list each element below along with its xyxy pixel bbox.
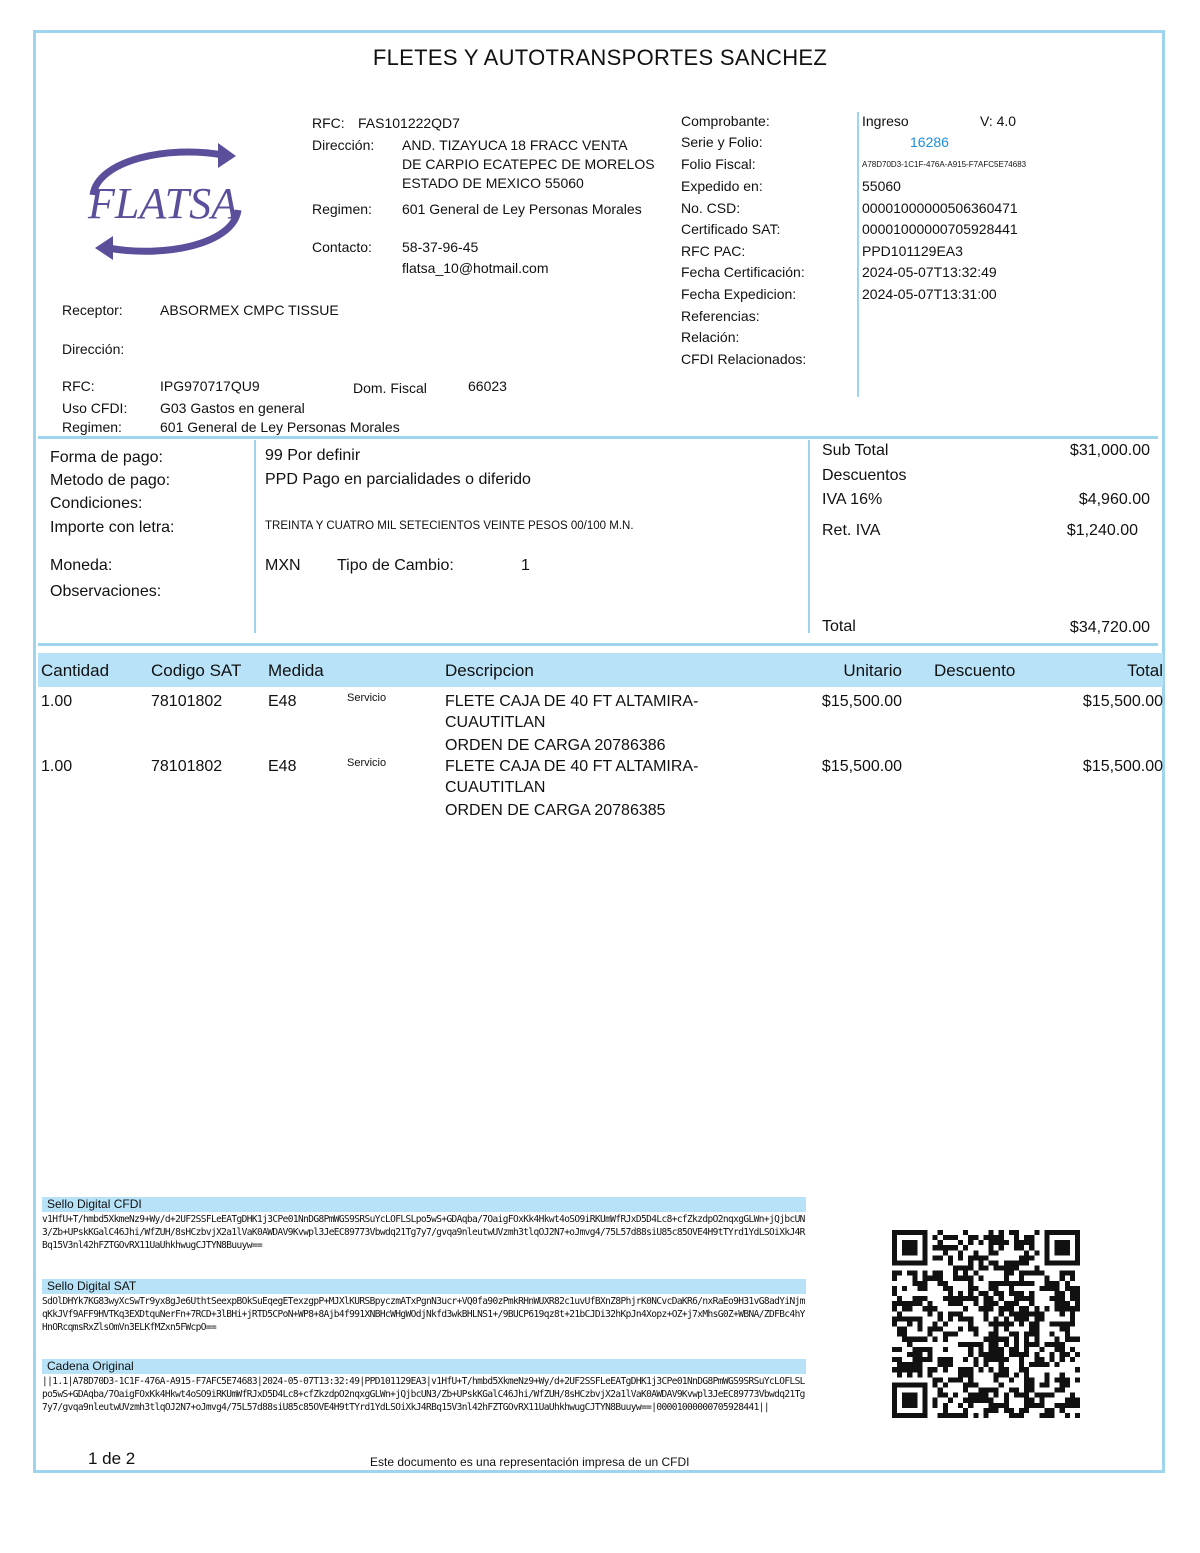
section-divider [38, 436, 1158, 439]
version-value: V: 4.0 [980, 113, 1017, 129]
issuer-address-label: Dirección: [312, 137, 375, 153]
footer-note: Este documento es una representación impresa de un CFDI [370, 1455, 690, 1469]
issuer-address-line: AND. TIZAYUCA 18 FRACC VENTA [402, 137, 628, 153]
moneda-value: MXN [265, 557, 301, 574]
row-unitario: $15,500.00 [821, 758, 902, 775]
section-divider [38, 643, 1158, 646]
receptor-value: ABSORMEX CMPC TISSUE [160, 302, 339, 318]
cert-sat-value: 00001000000705928441 [862, 221, 1018, 237]
observaciones-label: Observaciones: [50, 583, 162, 600]
sello-cfdi-label: Sello Digital CFDI [42, 1197, 806, 1212]
relacion-label: Relación: [681, 329, 740, 345]
moneda-label: Moneda: [50, 557, 113, 574]
row-codigo: 78101802 [151, 758, 223, 775]
dom-fiscal-label: Dom. Fiscal [353, 380, 427, 396]
total-label: Total [822, 618, 856, 635]
issuer-rfc-label: RFC: [312, 115, 345, 131]
expedido-label: Expedido en: [681, 178, 763, 194]
receiver-rfc-label: RFC: [62, 378, 95, 394]
cert-sat-label: Certificado SAT: [681, 221, 781, 237]
csd-label: No. CSD: [681, 200, 741, 216]
issuer-regime: 601 General de Ley Personas Morales [402, 201, 642, 217]
col-codigo-sat: Codigo SAT [151, 661, 242, 680]
importe-letra-value: TREINTA Y CUATRO MIL SETECIENTOS VEINTE PESOS 00/100 M.N. [265, 520, 634, 532]
referencias-label: Referencias: [681, 308, 760, 324]
csd-value: 00001000000506360471 [862, 200, 1018, 216]
row-cantidad: 1.00 [41, 758, 73, 775]
col-descripcion: Descripcion [445, 661, 534, 680]
comprobante-label: Comprobante: [681, 113, 770, 129]
col-unitario: Unitario [843, 661, 902, 680]
issuer-rfc: FAS101222QD7 [358, 115, 460, 131]
metodo-pago-label: Metodo de pago: [50, 472, 171, 489]
voucher-divider [857, 112, 859, 397]
rfc-pac-label: RFC PAC: [681, 243, 746, 259]
forma-pago-value: 99 Por definir [265, 447, 361, 464]
tipo-cambio-label: Tipo de Cambio: [337, 557, 454, 574]
page-number: 1 de 2 [88, 1449, 136, 1468]
row-desc-line: ORDEN DE CARGA 20786385 [445, 802, 666, 819]
cadena-original-label: Cadena Original [42, 1359, 806, 1374]
issuer-phone: 58-37-96-45 [402, 239, 479, 255]
fecha-cert-label: Fecha Certificación: [681, 264, 805, 280]
importe-letra-label: Importe con letra: [50, 519, 175, 536]
row-unidad: Servicio [347, 692, 387, 704]
metodo-pago-value: PPD Pago en parcialidades o diferido [265, 471, 531, 488]
row-medida: E48 [268, 693, 297, 710]
ret-iva-label: Ret. IVA [822, 522, 881, 539]
comprobante-value: Ingreso [862, 113, 909, 129]
logo-text: FLATSA [88, 179, 238, 228]
row-total: $15,500.00 [1082, 693, 1163, 710]
issuer-email: flatsa_10@hotmail.com [402, 260, 549, 276]
tipo-cambio-value: 1 [521, 557, 530, 574]
totals-divider [808, 440, 810, 633]
receiver-rfc: IPG970717QU9 [160, 378, 260, 394]
row-desc-line: CUAUTITLAN [445, 714, 546, 731]
expedido-value: 55060 [862, 178, 901, 194]
row-desc-line: ORDEN DE CARGA 20786386 [445, 737, 666, 754]
dom-fiscal-value: 66023 [468, 378, 507, 394]
row-codigo: 78101802 [151, 693, 223, 710]
qr-code-icon [892, 1230, 1080, 1418]
payment-divider [254, 440, 256, 633]
flatsa-logo [58, 140, 273, 265]
folio-value: 16286 [910, 134, 949, 150]
iva-value: $4,960.00 [1078, 491, 1150, 508]
receptor-label: Receptor: [62, 302, 123, 318]
total-value: $34,720.00 [1069, 619, 1150, 636]
row-desc-line: FLETE CAJA DE 40 FT ALTAMIRA- [445, 693, 699, 710]
row-unitario: $15,500.00 [821, 693, 902, 710]
sello-sat-value: SdOlDHYk7KG83wyXcSwTr9yx8gJe6UthtSeexpBOkSuEqegETexzgpP+MJXlKURSBpyczmATxPgnN3ucr+VQ0fa90zPmkRHnWUXR82c1uvUfBXnZ8PhjrK0NCvcDaKR6/nxRaEo9H31vG8adYiNjmqKkJVf9AFF9HVTKq3EXDtquNerFn+7RCD+3lBHi+jRTD5CPoN+WP8+8Ajb4f991XNBHcWHgWOdjNkfd3wkBHLNS1+/9BUCP619qz8t+21bCJDi32hKpJn4Xopz+OZ+j7xMhsG0Z+WBNA/ZDFBc4hYHnORcqmsRxZlsOmVn3ELKfMZxn5FWcpO== [42, 1296, 805, 1333]
fecha-exp-label: Fecha Expedicion: [681, 286, 797, 302]
issuer-address-line: DE CARPIO ECATEPEC DE MORELOS [402, 156, 655, 172]
issuer-contact-label: Contacto: [312, 239, 372, 255]
uso-cfdi-value: G03 Gastos en general [160, 400, 305, 416]
receiver-regime: 601 General de Ley Personas Morales [160, 419, 400, 435]
subtotal-value: $31,000.00 [1069, 442, 1150, 459]
subtotal-label: Sub Total [822, 442, 889, 459]
row-medida: E48 [268, 758, 297, 775]
issuer-regime-label: Regimen: [312, 201, 372, 217]
row-desc-line: CUAUTITLAN [445, 779, 546, 796]
condiciones-label: Condiciones: [50, 495, 143, 512]
row-total: $15,500.00 [1082, 758, 1163, 775]
receiver-address-label: Dirección: [62, 341, 125, 357]
col-medida: Medida [268, 661, 324, 680]
iva-label: IVA 16% [822, 491, 883, 508]
sello-sat-label: Sello Digital SAT [42, 1279, 806, 1294]
folio-fiscal-value: A78D70D3-1C1F-476A-A915-F7AFC5E74683 [862, 160, 1027, 169]
serie-folio-label: Serie y Folio: [681, 134, 763, 150]
fecha-exp-value: 2024-05-07T13:31:00 [862, 286, 997, 302]
fecha-cert-value: 2024-05-07T13:32:49 [862, 264, 997, 280]
row-cantidad: 1.00 [41, 693, 73, 710]
uso-cfdi-label: Uso CFDI: [62, 400, 128, 416]
cadena-original-value: ||1.1|A78D70D3-1C1F-476A-A915-F7AFC5E74683|2024-05-07T13:32:49|PPD101129EA3|v1HfU+T/hmbd5XkmeNz9+Wy/d+2UF2SSFLeEATgDHK1j3CPe01NnDG8PmWGS9SRSuYcLOFLSLpo5wS+GDAqba/7OaigFOxKk4Hkwt4oSO9iRKUmWfRJxD5D4Lc8+cfZkzdpO2nqxgGLWn+jQjbcUN3/Zb+UPskKGalC46Jhi/WfZUH/8sHCzbvjX2a1lVaK0AWDAV9Kvwpl3JeEC89773Vbwdq21Tg7y7/gvqa9nleutwUVzmh3tlqOJ2N7+oJmvg4/75L57d88siU85c85OVE4H9tTYrd1YdLSOiXkJ4RBq15V3nl42hFZTGOvRX11UaUhkhwugCJTYN8Buuyw==|00001000000705928441|| [42, 1376, 805, 1413]
issuer-address-line: ESTADO DE MEXICO 55060 [402, 175, 584, 191]
row-unidad: Servicio [347, 757, 387, 769]
col-total: Total [1127, 661, 1163, 680]
col-descuento: Descuento [934, 661, 1016, 680]
ret-iva-value: $1,240.00 [1066, 522, 1138, 539]
rfc-pac-value: PPD101129EA3 [862, 243, 963, 259]
forma-pago-label: Forma de pago: [50, 449, 163, 466]
folio-fiscal-label: Folio Fiscal: [681, 156, 756, 172]
cfdi-relacionados-label: CFDI Relacionados: [681, 351, 807, 367]
company-title: FLETES Y AUTOTRANSPORTES SANCHEZ [372, 45, 828, 70]
row-desc-line: FLETE CAJA DE 40 FT ALTAMIRA- [445, 758, 699, 775]
col-cantidad: Cantidad [41, 661, 110, 680]
sello-cfdi-value: v1HfU+T/hmbd5XkmeNz9+Wy/d+2UF2SSFLeEATgDHK1j3CPe01NnDG8PmWGS9SRSuYcLOFLSLpo5wS+GDAqba/7OaigFOxKk4Hkwt4oSO9iRKUmWfRJxD5D4Lc8+cfZkzdpO2nqxgGLWn+jQjbcUN3/Zb+UPskKGalC46Jhi/WfZUH/8sHCzbvjX2a1lVaK0AWDAV9Kvwpl3JeEC89773Vbwdq21Tg7y7/gvqa9nleutwUVzmh3tlqOJ2N7+oJmvg4/75L57d88siU85c85OVE4H9tTYrd1YdLSOiXkJ4RBq15V3nl42hFZTGOvRX11UaUhkhwugCJTYN8Buuyw== [42, 1214, 805, 1251]
descuentos-label: Descuentos [822, 467, 907, 484]
receiver-regime-label: Regimen: [62, 419, 122, 435]
